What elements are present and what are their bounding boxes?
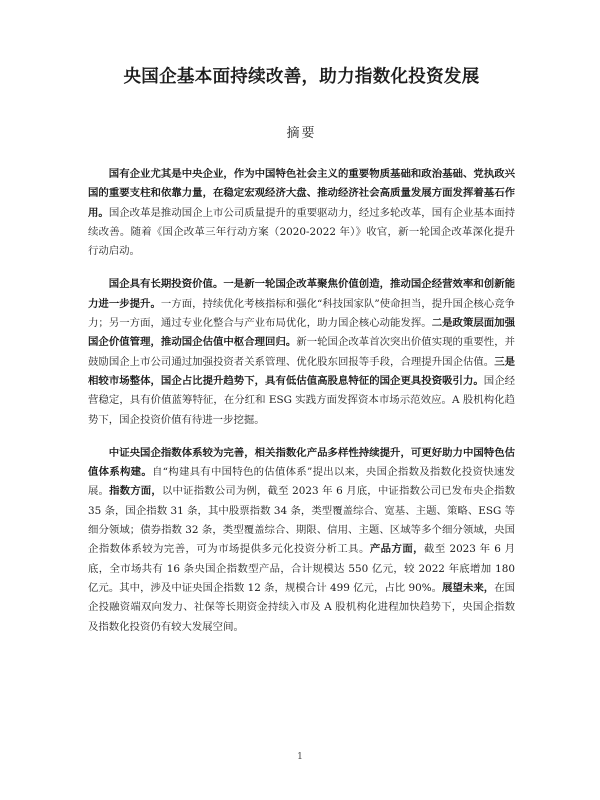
bold-span: 产品方面， (369, 543, 425, 556)
text-span: 国企改革是推动国企上市公司质量提升的重要驱动力，经过多轮改革，国有企业基本面持续改善。随着《国企改革三年行动方案（2020-2022 年）》收官，新一轮国企改革深化提升行动启动。 (88, 206, 516, 258)
text-span: 截至 2023 年 6 月底，全市场共有 16 条央国企指数型产品，合计规模达 550 亿元，较 2022 年底增加 180 亿元。其中，涉及中证央国企指数 12 条，规模合计 499 亿元，占比 90%。 (88, 543, 516, 594)
abstract-paragraph-3 (88, 444, 515, 637)
abstract-paragraph-1 (88, 165, 515, 261)
text-span: 新一轮国企改革首次突出价值实现的重要性，并鼓励国企上市公司通过加强投资者关系管理、优化股东回报等手段，合理提升国企估值。 (88, 336, 516, 368)
text-span: 以中证指数公司为例，截至 2023 年 6 月底，中证指数公司已发布央企指数 35 条，国企指数 31 条，其中股票指数 34 条，类型覆盖综合、宽基、主题、策略、ESG 等细分领域；债券指数 32 条，类型覆盖综合、期限、信用、主题、区域等多个细分领域，央国企指数体系较为完善，可为市场提供多元化投资分析工具。 (88, 485, 516, 556)
text-span: 国企经营稳定，具有价值蓝筹特征，在分红和 ESG 实践方面发挥资本市场示范效应。A 股机构化趋势下，国企投资价值有待进一步挖掘。 (88, 374, 516, 426)
page-number: 1 (297, 752, 303, 762)
bold-span: 国有企业尤其是中央企业，作为中国特色社会主义的重要物质基础和政治基础、党执政兴国的重要支柱和依靠力量，在稳定宏观经济大盘、推动经济社会高质量发展方面发挥着基石作用。 (88, 168, 515, 219)
bold-span: 中证央国企指数体系较为完善，相关指数化产品多样性持续提升，可更好助力中国特色估值体系构建。 (88, 446, 515, 479)
bold-span: 指数方面， (109, 485, 162, 498)
abstract-heading: 摘要 (286, 126, 317, 141)
bold-span: 国企具有长期投资价值。一是新一轮国企改革聚焦价值创造，推动国企经营效率和创新能力进一步提升。 (88, 278, 515, 310)
bold-span: 二是政策层面加强国企价值管理，推动国企估值中枢合理回归。 (88, 317, 515, 349)
abstract-paragraph-2 (88, 275, 515, 429)
text-span: 自“构建具有中国特色的估值体系”提出以来，央国企指数及指数化投资快速发展。 (88, 466, 515, 498)
bold-span: 三是相较市场整体，国企占比提升趋势下，具有低估值高股息特征的国企更具投资吸引力。 (88, 355, 516, 387)
text-span: 一方面，持续优化考核指标和强化“科技国家队”使命担当，提升国企核心竞争力；另一方面，通过专业化整合与产业布局优化，助力国企核心动能发挥。 (88, 297, 516, 330)
document-title: 央国企基本面持续改善，助力指数化投资发展 (123, 67, 480, 87)
bold-span: 展望未来， (442, 581, 495, 594)
text-span: 在国企投融资端双向发力、社保等长期资金持续入市及 A 股机构化进程加快趋势下，央国企指数及指数化投资仍有较大发展空间。 (88, 581, 515, 633)
